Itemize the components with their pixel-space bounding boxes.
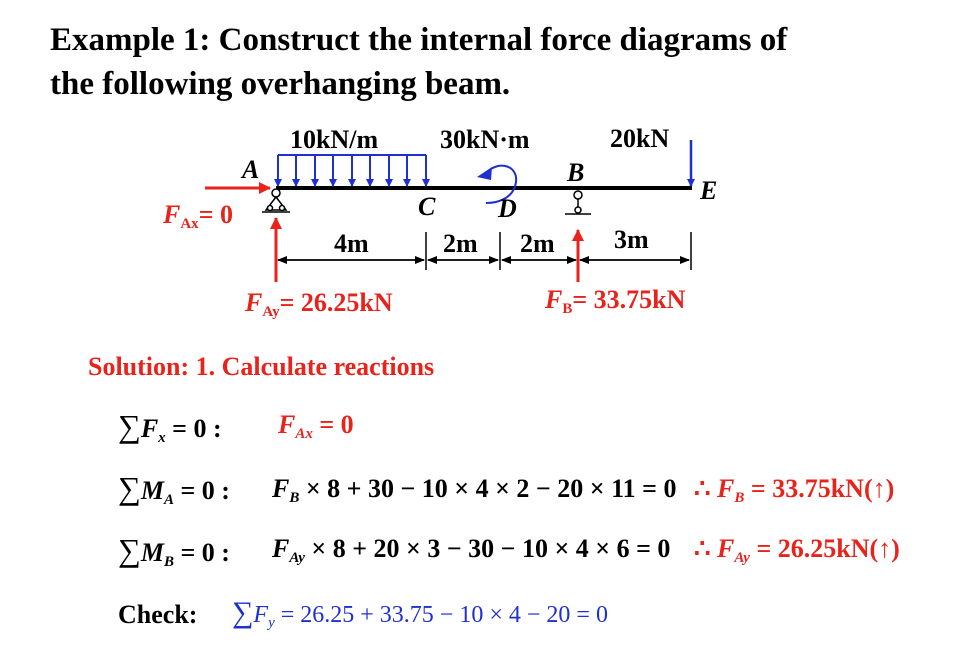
load-moment-label: 30kN·m [440, 125, 530, 154]
equation-sum-fx: $\sum F_x = 0$ : [118, 408, 222, 446]
reaction-ay-label: $F_{Ay}= 26.25kN$ [245, 288, 393, 320]
point-b-label: B [567, 158, 585, 187]
reaction-ax-label: $F_{Ax}= 0$ [163, 200, 234, 232]
title-line-1: Example 1: Construct the internal force diagrams of [50, 22, 788, 58]
check-label: Check: [118, 600, 198, 629]
point-e-label: E [700, 176, 718, 205]
equation-sum-mb: $\sum M_B = 0$ : [118, 532, 230, 570]
solution-heading: Solution: 1. Calculate reactions [88, 352, 435, 381]
dimension-4m: 4m [334, 229, 369, 258]
pin-support-icon [262, 189, 290, 212]
equation-ma-expression: $F_B \times 8 + 30 - 10 \times 4 \times 2 - 20 \times 11 = 0$ [272, 474, 677, 506]
dimension-2m-first: 2m [443, 229, 478, 258]
load-point-label: 20kN [610, 124, 670, 153]
result-fb: ∴ $F_B$ = 33.75kN(↑) [694, 474, 895, 506]
load-distributed-label: 10kN/m [290, 125, 379, 154]
result-fax: $F_{Ax} = 0$ [278, 410, 354, 442]
title-line-2: the following overhanging beam. [50, 66, 511, 102]
point-d-label: D [498, 194, 517, 223]
dimension-2m-second: 2m [520, 229, 555, 258]
distributed-load [278, 155, 426, 186]
check-equation: $\sum F_y = 26.25 + 33.75 - 10 \times 4 - 20 = 0$ [232, 596, 608, 631]
result-fay: ∴ $F_{Ay}$ = 26.25kN(↑) [694, 534, 900, 566]
reaction-b-label: $F_B= 33.75kN$ [545, 285, 686, 317]
point-c-label: C [418, 192, 436, 221]
point-a-label: A [242, 155, 260, 184]
equation-mb-expression: $F_{Ay} \times 8 + 20 \times 3 - 30 - 10 \times 4 \times 6 = 0$ [272, 534, 671, 566]
roller-support-icon [565, 191, 591, 214]
equation-sum-ma: $\sum M_A = 0$ : [118, 470, 230, 508]
dimension-3m: 3m [614, 225, 649, 254]
